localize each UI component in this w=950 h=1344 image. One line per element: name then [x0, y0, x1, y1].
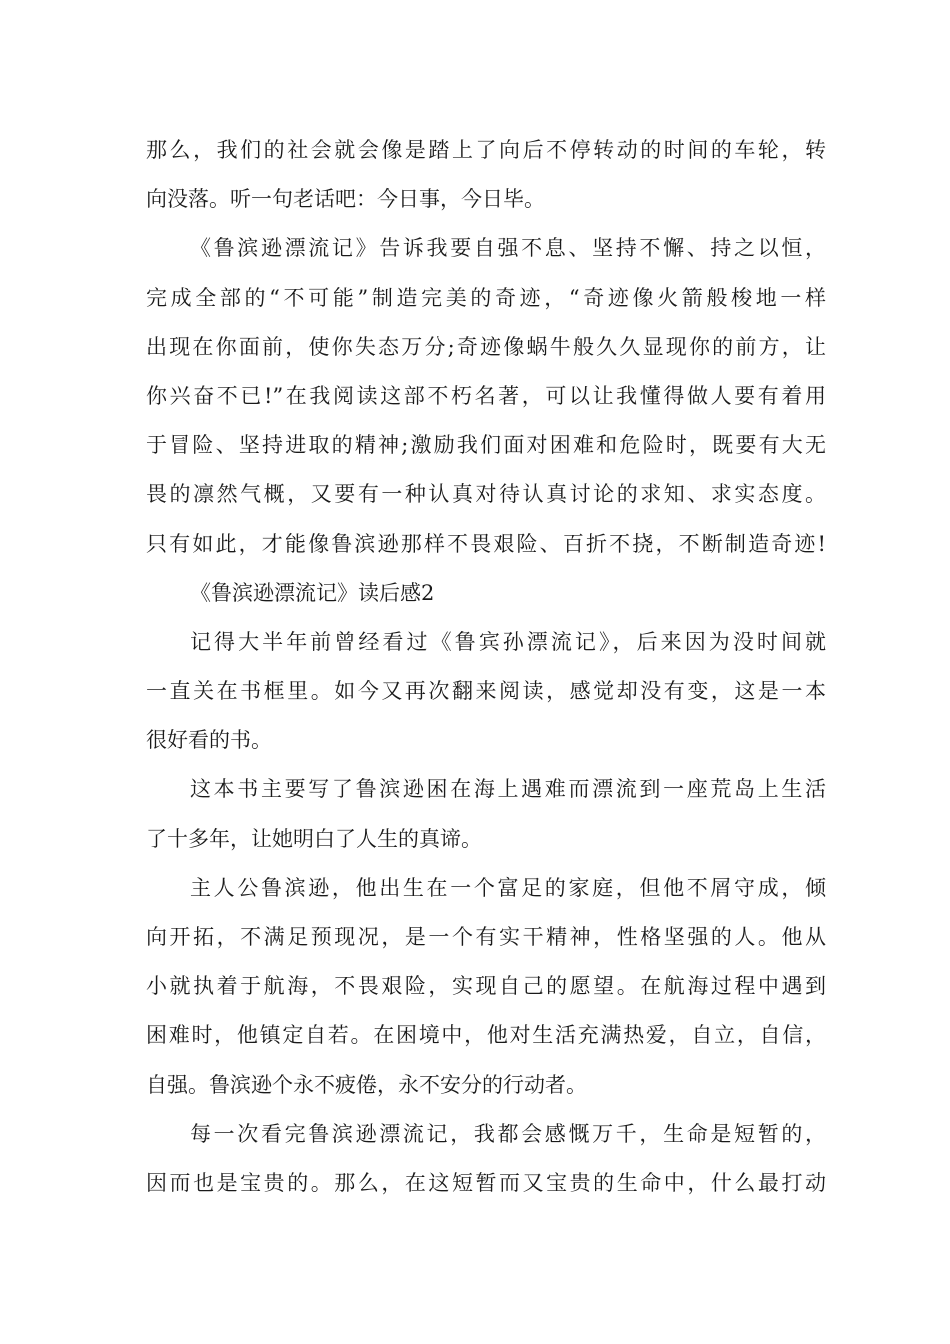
text-line: 很好看的书。: [146, 728, 272, 753]
paragraph-start-line: 《鲁滨逊漂流记》告诉我要自强不息、坚持不懈、持之以恒，: [190, 236, 826, 261]
text-line: 出现在你面前，使你失态万分;奇迹像蜗牛般久久显现你的前方，让: [146, 334, 826, 359]
paragraph-start-line: 每一次看完鲁滨逊漂流记，我都会感慨万千，生命是短暂的，: [190, 1121, 826, 1146]
text-line: 你兴奋不已!”在我阅读这部不朽名著，可以让我懂得做人要有着用: [146, 383, 826, 408]
text-line: 了十多年，让她明白了人生的真谛。: [146, 826, 482, 851]
paragraph-start-line: 记得大半年前曾经看过《鲁宾孙漂流记》，后来因为没时间就: [190, 629, 826, 654]
paragraph-start-line: 主人公鲁滨逊，他出生在一个富足的家庭，但他不屑守成，倾: [190, 875, 826, 900]
text-line: 因而也是宝贵的。那么，在这短暂而又宝贵的生命中，什么最打动: [146, 1170, 826, 1195]
text-line: 小就执着于航海，不畏艰险，实现自己的愿望。在航海过程中遇到: [146, 974, 826, 999]
text-line: 完成全部的“不可能”制造完美的奇迹，“奇迹像火箭般梭地一样: [146, 285, 826, 310]
text-line: 那么，我们的社会就会像是踏上了向后不停转动的时间的车轮，转: [146, 138, 826, 162]
text-line: 一直关在书框里。如今又再次翻来阅读，感觉却没有变，这是一本: [146, 679, 826, 704]
text-line: 只有如此，才能像鲁滨逊那样不畏艰险、百折不挠，不断制造奇迹!: [146, 531, 826, 556]
paragraph-start-line: 这本书主要写了鲁滨逊困在海上遇难而漂流到一座荒岛上生活: [190, 777, 826, 802]
document-body: [146, 126, 826, 1208]
section-heading: 《鲁滨逊漂流记》读后感2: [190, 580, 435, 605]
text-line: 自强。鲁滨逊个永不疲倦，永不安分的行动者。: [146, 1072, 587, 1097]
text-line: 困难时，他镇定自若。在困境中，他对生活充满热爱，自立，自信，: [146, 1023, 826, 1048]
text-line: 于冒险、坚持进取的精神;激励我们面对困难和危险时，既要有大无: [146, 433, 826, 458]
text-line: 向开拓，不满足预现况，是一个有实干精神，性格坚强的人。他从: [146, 925, 826, 949]
text-line: 畏的凛然气概，又要有一种认真对待认真讨论的求知、求实态度。: [146, 482, 826, 507]
text-line: 向没落。听一句老话吧：今日事，今日毕。: [146, 187, 545, 212]
